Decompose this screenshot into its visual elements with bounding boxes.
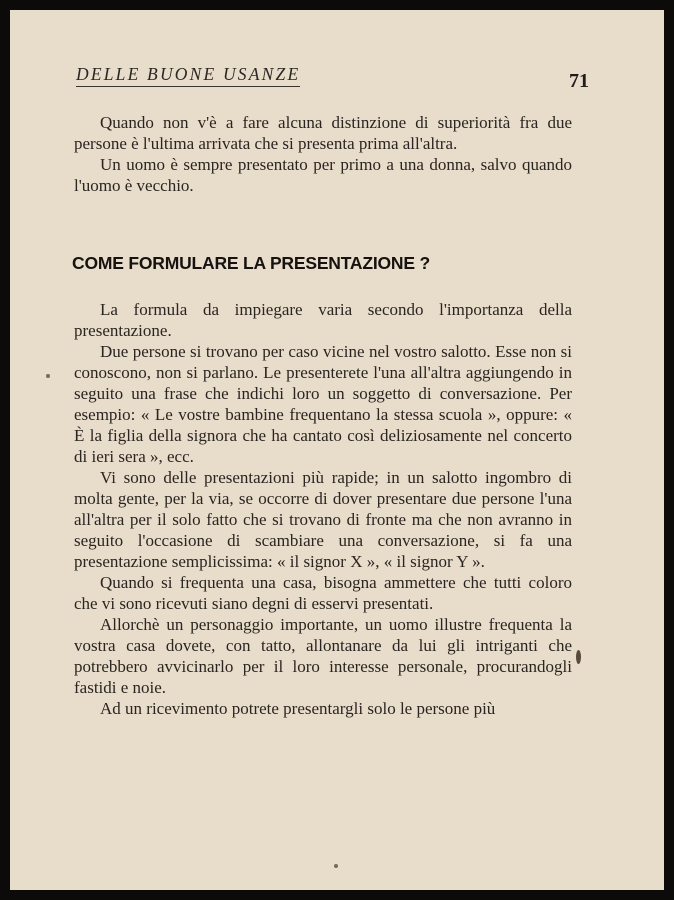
paper-speck — [334, 864, 338, 868]
page-number: 71 — [569, 70, 589, 92]
paragraph: Vi sono delle presentazioni più rapide; in un salotto ingombro di molta gente, per la via, se occorre di dover presentare due persone l'una all'altra per il solo fatto che si trovano di fronte ma che non avranno in seguito l'occasione di scambiare una conversazione, si fa una presentazione semplicissima: « il signor X », « il signor Y ». — [74, 468, 572, 571]
book-page — [10, 10, 664, 890]
running-title: DELLE BUONE USANZE — [76, 64, 300, 87]
paragraph: Due persone si trovano per caso vicine nel vostro salotto. Esse non si conoscono, non si parlano. Le presenterete l'una all'altra aggiungendo in seguito una frase che indichi loro un soggetto di conversazione. Per esempio: « Le vostre bambine frequentano la stessa scuola », oppure: « È la figlia della signora che ha cantato così deliziosamente nel concerto di ieri sera », ecc. — [74, 342, 572, 466]
page-header — [74, 62, 589, 102]
paper-speck — [46, 374, 50, 378]
paragraph: La formula da impiegare varia secondo l'importanza della presentazione. — [74, 300, 572, 340]
paragraph: Un uomo è sempre presentato per primo a una donna, salvo quando l'uomo è vecchio. — [74, 155, 572, 195]
paragraph: Quando si frequenta una casa, bisogna ammettere che tutti coloro che vi sono ricevuti siano degni di esservi presentati. — [74, 573, 572, 613]
paragraph: Allorchè un personaggio importante, un uomo illustre frequenta la vostra casa dovete, con tatto, allontanare da lui gli intriganti che potrebbero avvicinarlo per il loro interesse personale, procurandogli fastidi e noie. — [74, 615, 572, 697]
paragraph: Ad un ricevimento potrete presentargli solo le persone più — [100, 699, 496, 718]
section-heading: COME FORMULARE LA PRESENTAZIONE ? — [72, 253, 430, 273]
section-body — [74, 299, 572, 719]
intro-text — [74, 112, 572, 196]
paper-stain — [576, 650, 581, 664]
paragraph: Quando non v'è a fare alcuna distinzione di superiorità fra due persone è l'ultima arrivata che si presenta prima all'altra. — [74, 113, 572, 153]
